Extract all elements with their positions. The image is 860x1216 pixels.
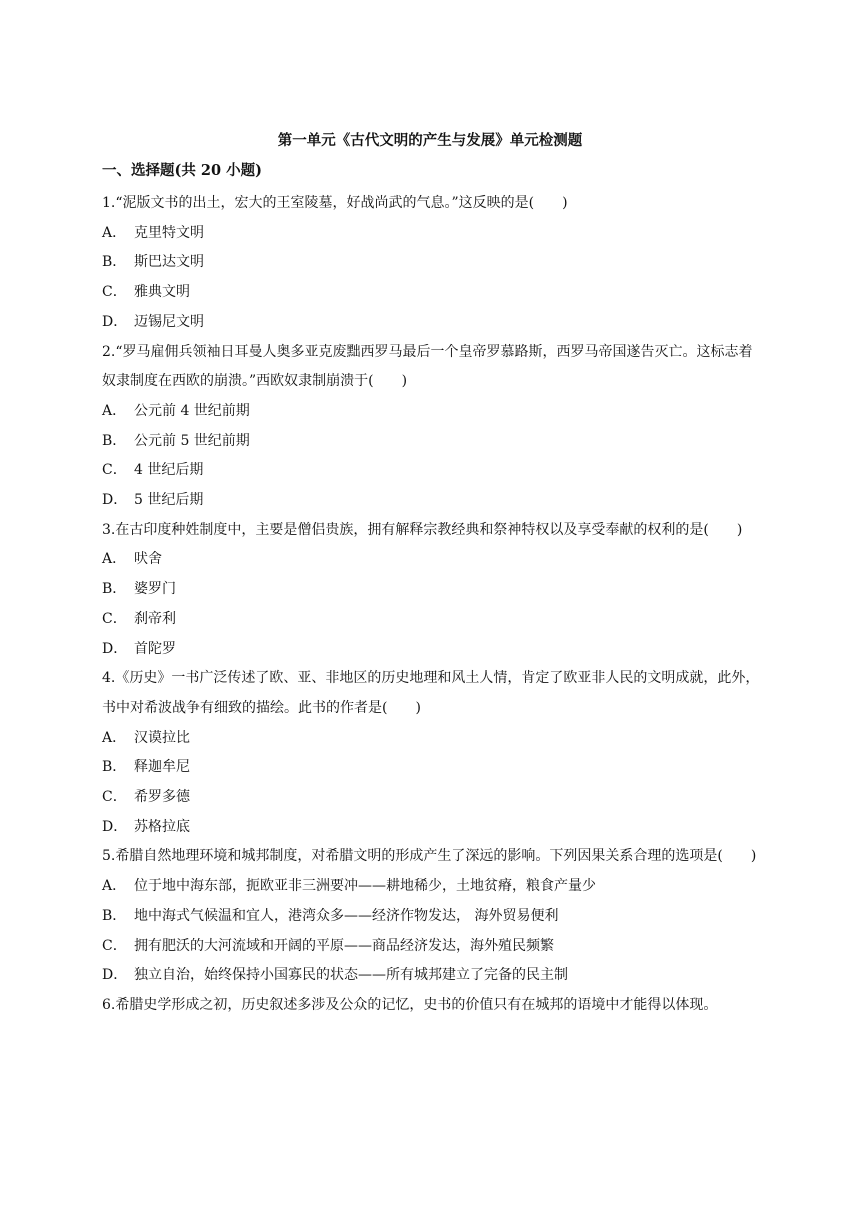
question-stem: 5.希腊自然地理环境和城邦制度，对希腊文明的形成产生了深远的影响。下列因果关系合理的选项是( ) <box>102 848 757 865</box>
option-letter: C． <box>102 610 127 627</box>
option-text: 独立自治，始终保持小国寡民的状态——所有城邦建立了完备的民主制 <box>134 967 568 984</box>
option-letter: A． <box>102 224 127 241</box>
option-text: 克里特文明 <box>134 224 204 241</box>
question-2 <box>102 338 766 516</box>
option-c[interactable] <box>102 605 766 635</box>
option-text: 汉谟拉比 <box>134 729 190 746</box>
question-stem: 3.在古印度种姓制度中，主要是僧侣贵族，拥有解释宗教经典和祭神特权以及享受奉献的权利的是( ) <box>102 521 743 538</box>
document-title: 第一单元《古代文明的产生与发展》单元检测题 <box>277 132 583 149</box>
option-text: 地中海式气候温和宜人，港湾众多——经济作物发达， 海外贸易便利 <box>134 907 559 924</box>
option-text: 4 世纪后期 <box>134 462 204 479</box>
option-letter: C． <box>102 789 127 806</box>
question-list <box>102 189 766 1021</box>
option-letter: B． <box>102 581 127 598</box>
option-text: 首陀罗 <box>134 640 176 657</box>
option-d[interactable] <box>102 961 766 991</box>
option-d[interactable] <box>102 308 766 338</box>
option-d[interactable] <box>102 486 766 516</box>
question-stem: 1.“泥版文书的出土，宏大的王室陵墓，好战尚武的气息。”这反映的是( ) <box>102 195 568 211</box>
option-text: 拥有肥沃的大河流域和开阔的平原——商品经济发达，海外殖民频繁 <box>134 937 554 954</box>
option-a[interactable] <box>102 872 766 902</box>
question-4 <box>102 664 766 842</box>
option-letter: A． <box>102 729 127 746</box>
option-c[interactable] <box>102 932 766 962</box>
option-letter: B． <box>102 432 127 449</box>
option-text: 公元前 5 世纪前期 <box>134 432 250 449</box>
option-b[interactable] <box>102 575 766 605</box>
option-text: 位于地中海东部，扼欧亚非三洲要冲——耕地稀少，土地贫瘠，粮食产量少 <box>134 878 596 895</box>
option-a[interactable] <box>102 724 766 754</box>
option-letter: D． <box>102 313 128 330</box>
option-b[interactable] <box>102 902 766 932</box>
question-6 <box>102 991 766 1021</box>
question-1 <box>102 189 766 338</box>
option-letter: B． <box>102 254 127 271</box>
option-letter: C． <box>102 937 127 954</box>
option-text: 释迦牟尼 <box>134 759 190 776</box>
option-d[interactable] <box>102 813 766 843</box>
section-heading: 一、选择题(共 20 小题) <box>102 162 262 179</box>
option-text: 雅典文明 <box>134 284 190 301</box>
option-c[interactable] <box>102 783 766 813</box>
option-d[interactable] <box>102 635 766 665</box>
option-text: 刹帝利 <box>134 610 176 627</box>
option-text: 迈锡尼文明 <box>134 313 204 330</box>
option-text: 公元前 4 世纪前期 <box>134 402 250 419</box>
option-a[interactable] <box>102 545 766 575</box>
option-letter: D． <box>102 492 128 509</box>
option-text: 斯巴达文明 <box>134 254 204 271</box>
option-letter: B． <box>102 759 127 776</box>
option-text: 苏格拉底 <box>134 818 190 835</box>
option-letter: A． <box>102 878 127 895</box>
option-letter: B． <box>102 907 127 924</box>
question-3 <box>102 516 766 665</box>
question-stem: 2.“罗马雇佣兵领袖日耳曼人奥多亚克废黜西罗马最后一个皇帝罗慕路斯，西罗马帝国遂告灭亡。这标志着奴隶制度在西欧的崩溃。”西欧奴隶制崩溃于( ) <box>102 343 753 390</box>
option-letter: D． <box>102 818 128 835</box>
option-b[interactable] <box>102 753 766 783</box>
option-a[interactable] <box>102 397 766 427</box>
option-text: 婆罗门 <box>134 581 176 598</box>
option-b[interactable] <box>102 248 766 278</box>
option-letter: C． <box>102 462 127 479</box>
option-letter: D． <box>102 967 128 984</box>
option-a[interactable] <box>102 219 766 249</box>
question-5 <box>102 842 766 991</box>
option-text: 5 世纪后期 <box>134 492 204 509</box>
option-letter: C． <box>102 284 127 301</box>
question-stem: 6.希腊史学形成之初，历史叙述多涉及公众的记忆，史书的价值只有在城邦的语境中才能得以体现。 <box>102 996 718 1013</box>
option-c[interactable] <box>102 278 766 308</box>
option-c[interactable] <box>102 456 766 486</box>
option-letter: D． <box>102 640 128 657</box>
option-text: 吠舍 <box>134 551 162 568</box>
question-stem: 4.《历史》一书广泛传述了欧、亚、非地区的历史地理和风土人情，肯定了欧亚非人民的文明成就，此外，书中对希波战争有细致的描绘。此书的作者是( ) <box>102 670 760 716</box>
option-letter: A． <box>102 551 127 568</box>
option-b[interactable] <box>102 427 766 457</box>
option-letter: A． <box>102 402 127 419</box>
option-text: 希罗多德 <box>134 789 190 806</box>
